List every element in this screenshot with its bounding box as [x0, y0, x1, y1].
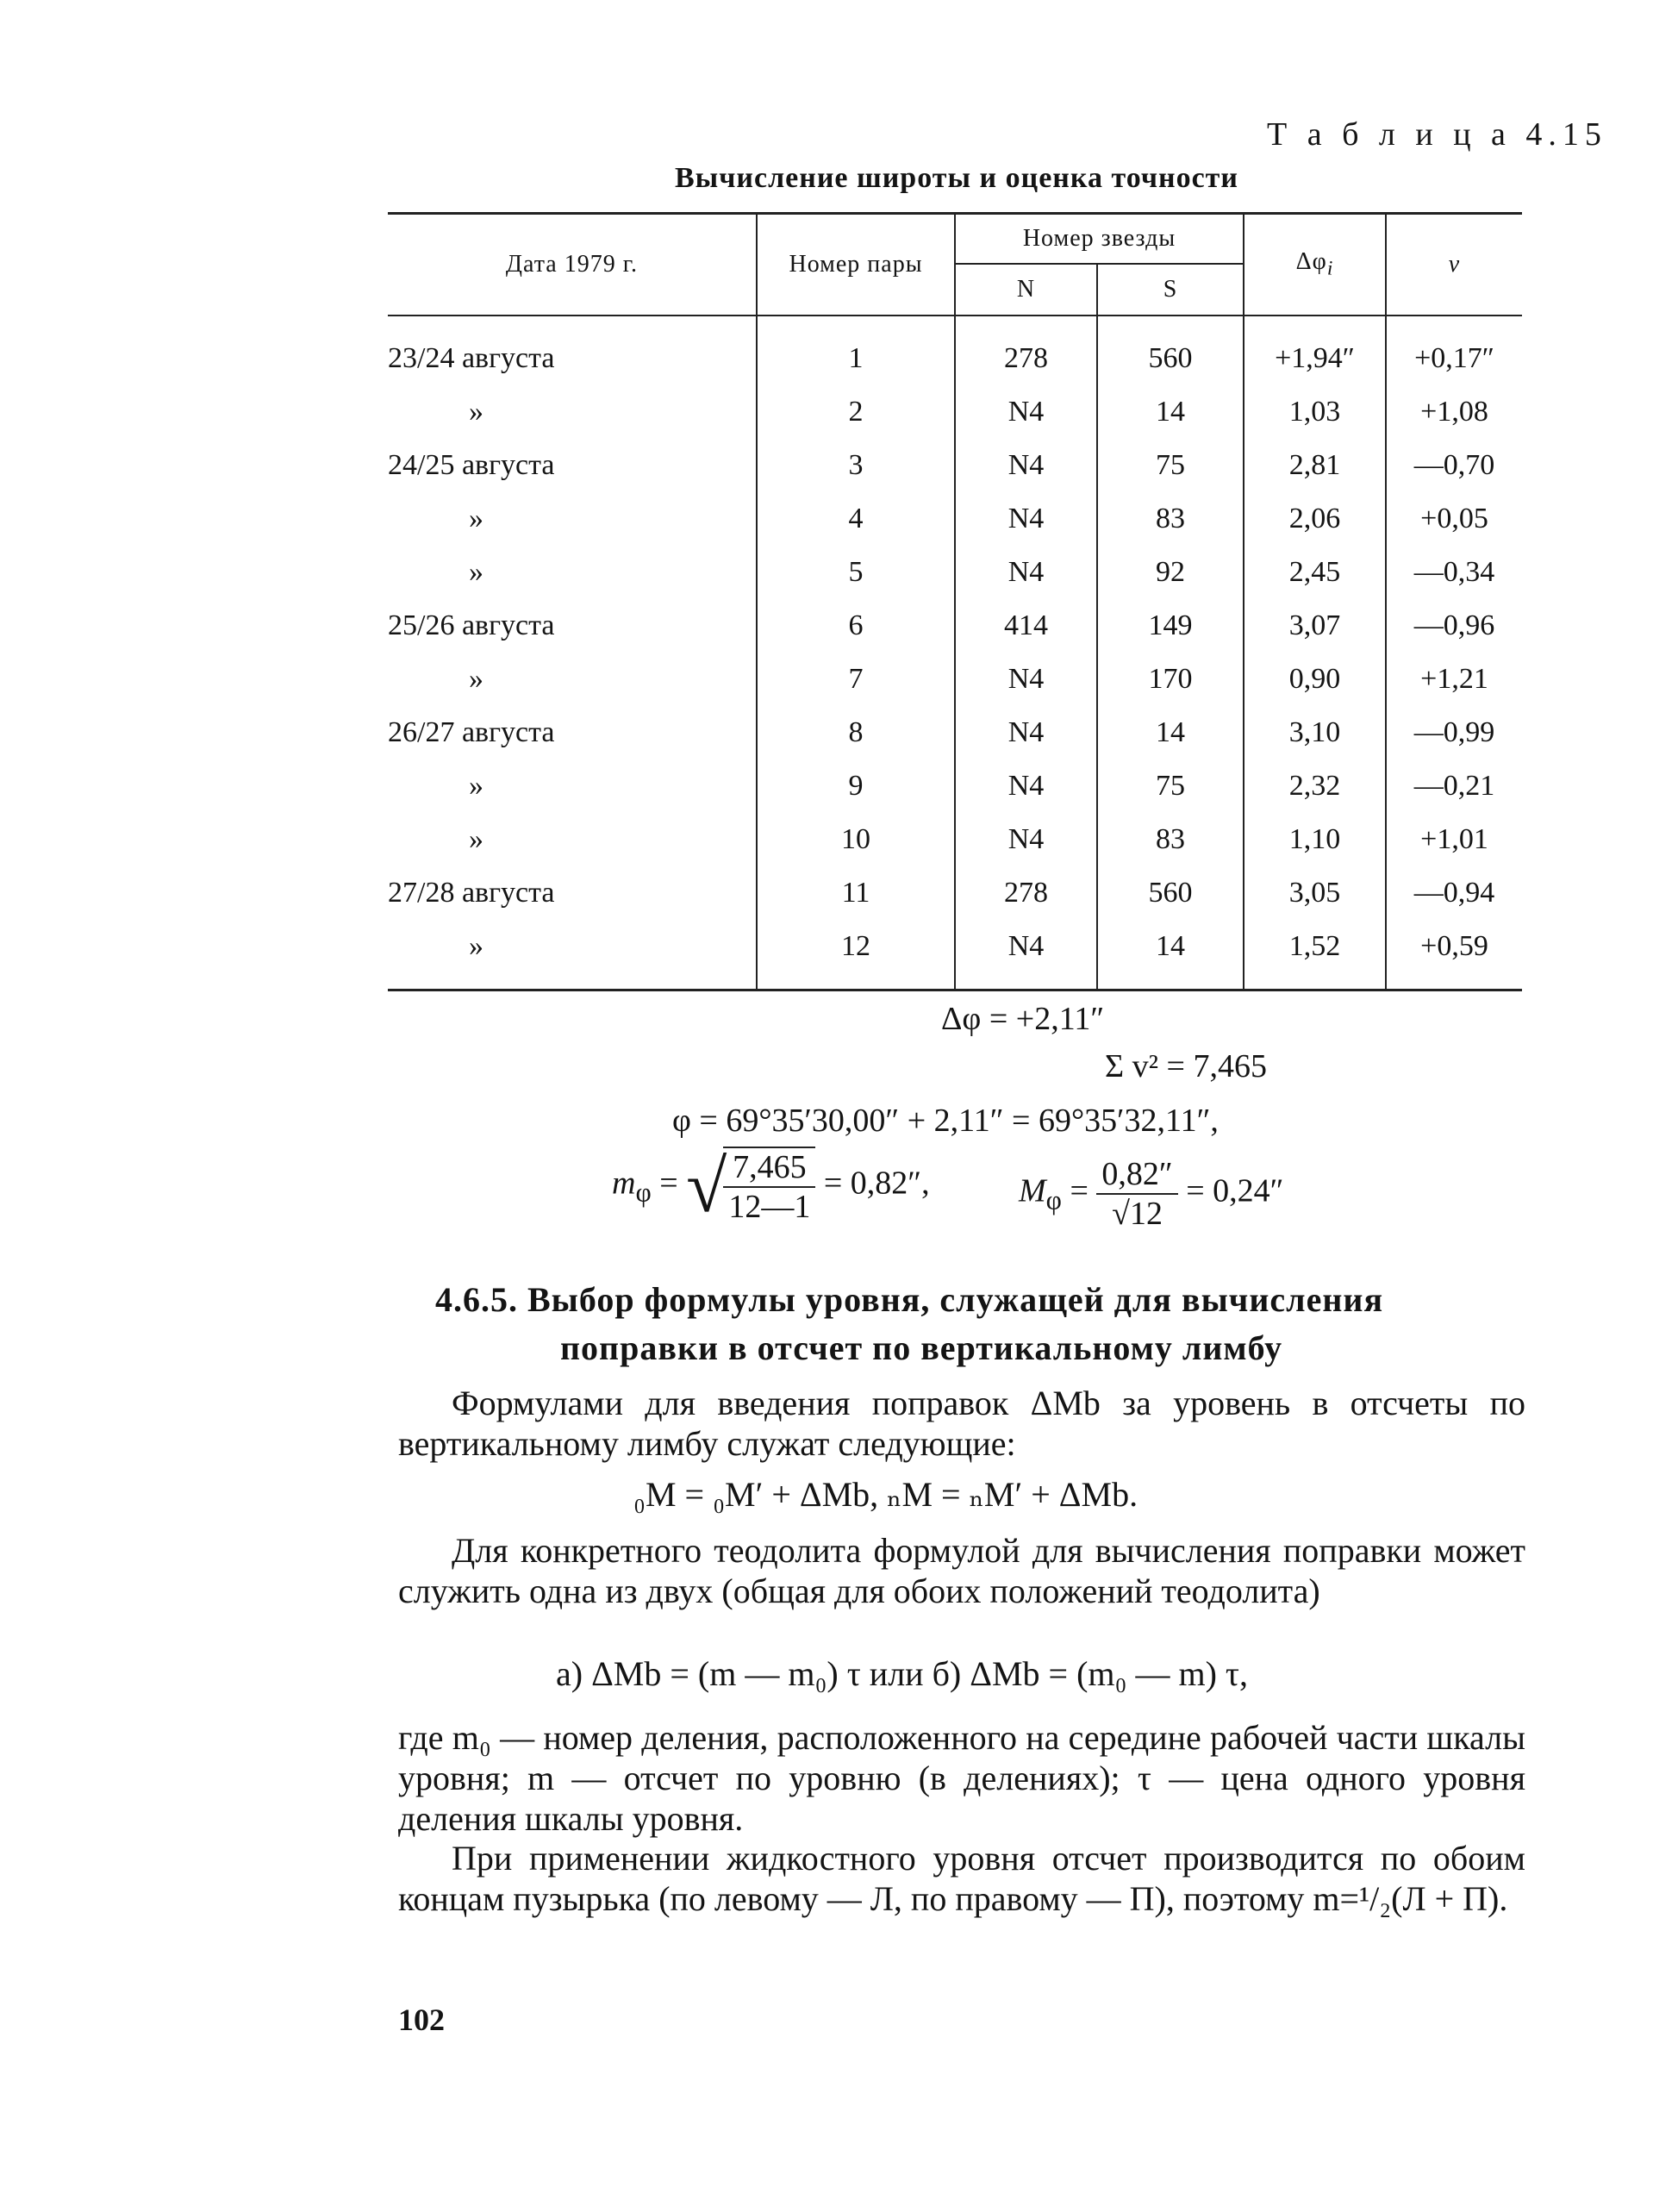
cell-dphi: 1,03	[1244, 385, 1386, 439]
cell-star-s: 83	[1097, 813, 1244, 866]
cell-dphi: 2,45	[1244, 546, 1386, 599]
paragraph-1: Формулами для введения поправок ΔMb за уровень в отсчеты по вертикальному лимбу служат следующие:	[398, 1384, 1525, 1463]
formula-variants: а) ΔMb = (m — m₀) τ или б) ΔMb = (m₀ — m) τ,	[556, 1654, 1248, 1693]
cell-star-n: 414	[955, 599, 1097, 653]
header-v: v	[1386, 214, 1522, 316]
cell-v: —0,96	[1386, 599, 1522, 653]
table-row	[388, 920, 1522, 973]
table-row	[388, 492, 1522, 546]
page-number: 102	[398, 2003, 445, 2037]
cell-date: »	[469, 503, 483, 534]
cell-star-n: N4	[955, 492, 1097, 546]
paragraph-4: При применении жидкостного уровня отсчет производится по обоим концам пузырька (по левому — Л, по правому — П), поэтому m=¹/₂(Л + П).	[398, 1839, 1525, 1918]
cell-dphi: 2,06	[1244, 492, 1386, 546]
table-row	[388, 653, 1522, 706]
table-row	[388, 546, 1522, 599]
cell-v: +1,21	[1386, 653, 1522, 706]
paragraph-2: Для конкретного теодолита формулой для вычисления поправки может служить одна из двух (общая для обоих положений теодолита)	[398, 1531, 1525, 1610]
header-date: Дата 1979 г.	[388, 214, 757, 316]
formula-corrections: ₀M = ₀M′ + ΔMb, ₙM = ₙM′ + ΔMb.	[633, 1475, 1138, 1514]
cell-star-n: N4	[955, 813, 1097, 866]
formula-M-phi: $M_\varphi$ = $\frac{0,82''}{√12}$ = 0,24″	[1019, 1156, 1284, 1232]
cell-date: 27/28 августа	[388, 877, 555, 909]
cell-v: +0,17″	[1386, 332, 1522, 385]
header-pair: Номер пары	[757, 214, 955, 316]
table-row	[388, 332, 1522, 385]
cell-dphi: 3,07	[1244, 599, 1386, 653]
cell-star-n: N4	[955, 439, 1097, 492]
cell-star-n: 278	[955, 866, 1097, 920]
cell-pair: 11	[757, 866, 955, 920]
cell-v: —0,21	[1386, 759, 1522, 813]
cell-v: —0,70	[1386, 439, 1522, 492]
cell-date: »	[469, 556, 483, 588]
cell-dphi: 2,32	[1244, 759, 1386, 813]
cell-dphi: 3,10	[1244, 706, 1386, 759]
cell-star-s: 83	[1097, 492, 1244, 546]
cell-date: 26/27 августа	[388, 716, 555, 748]
table-row	[388, 759, 1522, 813]
cell-pair: 5	[757, 546, 955, 599]
table-row	[388, 439, 1522, 492]
section-heading: 4.6.5. Выбор формулы уровня, служащей для вычисления поправки в отсчет по вертикальному лимбу	[435, 1280, 1384, 1367]
cell-star-n: N4	[955, 759, 1097, 813]
cell-dphi: 1,10	[1244, 813, 1386, 866]
cell-pair: 6	[757, 599, 955, 653]
cell-v: —0,99	[1386, 706, 1522, 759]
cell-pair: 7	[757, 653, 955, 706]
cell-star-n: 278	[955, 332, 1097, 385]
formula-m-phi: $m_\varphi$ = √ $\frac{7,465}{12—1}$ = 0,82″,	[612, 1145, 930, 1228]
cell-date: »	[469, 930, 483, 962]
cell-star-s: 75	[1097, 759, 1244, 813]
cell-dphi: 3,05	[1244, 866, 1386, 920]
cell-pair: 12	[757, 920, 955, 973]
cell-pair: 9	[757, 759, 955, 813]
cell-star-s: 14	[1097, 920, 1244, 973]
cell-date: »	[469, 396, 483, 428]
paragraph-3: где m₀ — номер деления, расположенного на середине рабочей части шкалы уровня; m — отсчет по уровню (в делениях); τ — цена одного уровня деления шкалы уровня.	[398, 1718, 1525, 1838]
cell-v: —0,94	[1386, 866, 1522, 920]
cell-date: 24/25 августа	[388, 449, 555, 481]
table-caption: Т а б л и ц а 4.15	[1267, 116, 1607, 153]
latitude-table	[388, 212, 1522, 991]
header-dphi: $\Delta\varphi_i$	[1244, 214, 1386, 316]
cell-v: +0,59	[1386, 920, 1522, 973]
cell-date: 23/24 августа	[388, 342, 555, 374]
cell-star-s: 75	[1097, 439, 1244, 492]
cell-date: »	[469, 823, 483, 855]
cell-star-s: 560	[1097, 866, 1244, 920]
cell-star-n: N4	[955, 546, 1097, 599]
cell-pair: 4	[757, 492, 955, 546]
formula-phi: φ = 69°35′30,00″ + 2,11″ = 69°35′32,11″,	[672, 1103, 1219, 1139]
table-row	[388, 813, 1522, 866]
cell-v: +1,01	[1386, 813, 1522, 866]
cell-dphi: 2,81	[1244, 439, 1386, 492]
cell-star-n: N4	[955, 385, 1097, 439]
header-star-n: N	[955, 264, 1097, 316]
cell-v: +1,08	[1386, 385, 1522, 439]
cell-pair: 2	[757, 385, 955, 439]
cell-star-n: N4	[955, 653, 1097, 706]
table-row	[388, 385, 1522, 439]
table-title: Вычисление широты и оценка точности	[675, 162, 1238, 194]
cell-date: 25/26 августа	[388, 609, 555, 641]
formula-dphi: Δφ = +2,11″	[941, 1001, 1105, 1037]
cell-date: »	[469, 770, 483, 802]
table-row	[388, 866, 1522, 920]
cell-star-n: N4	[955, 920, 1097, 973]
cell-dphi: 1,52	[1244, 920, 1386, 973]
cell-star-s: 92	[1097, 546, 1244, 599]
sqrt-icon: √	[686, 1145, 727, 1228]
cell-pair: 1	[757, 332, 955, 385]
cell-star-n: N4	[955, 706, 1097, 759]
table-row	[388, 599, 1522, 653]
cell-star-s: 149	[1097, 599, 1244, 653]
cell-date: »	[469, 663, 483, 695]
cell-dphi: +1,94″	[1244, 332, 1386, 385]
cell-star-s: 14	[1097, 385, 1244, 439]
cell-star-s: 14	[1097, 706, 1244, 759]
cell-pair: 8	[757, 706, 955, 759]
cell-star-s: 170	[1097, 653, 1244, 706]
cell-dphi: 0,90	[1244, 653, 1386, 706]
cell-v: +0,05	[1386, 492, 1522, 546]
table-row	[388, 706, 1522, 759]
formula-sum-v2: Σ v² = 7,465	[1105, 1048, 1267, 1084]
cell-star-s: 560	[1097, 332, 1244, 385]
cell-pair: 3	[757, 439, 955, 492]
header-star: Номер звезды	[955, 214, 1244, 265]
cell-v: —0,34	[1386, 546, 1522, 599]
header-star-s: S	[1097, 264, 1244, 316]
cell-pair: 10	[757, 813, 955, 866]
